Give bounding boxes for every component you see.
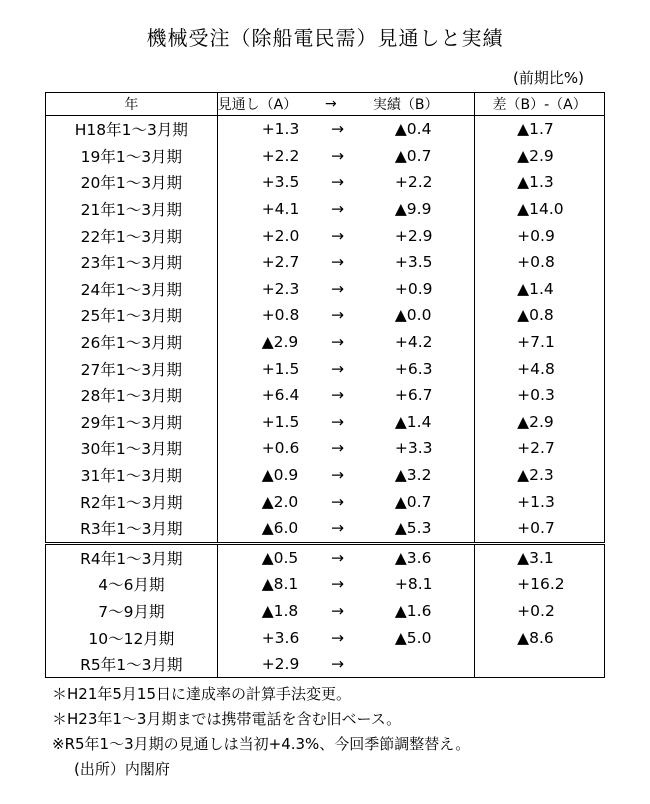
arrow-cell: → [331, 120, 345, 139]
table-row [46, 598, 605, 625]
note-2: ＊H23年1～3月期までは携帯電話を含む旧ベース。 [52, 710, 402, 728]
table-row [46, 222, 605, 249]
header-actual: 実績（B） [373, 93, 475, 116]
period-cell: 24年1～3月期 [46, 276, 218, 303]
forecast-cell: +1.3 [261, 120, 300, 139]
actual-cell: ▲5.3 [373, 515, 475, 543]
period-cell: R2年1～3月期 [46, 488, 218, 515]
arrow-cell: → [331, 519, 345, 538]
period-cell: 29年1～3月期 [46, 409, 218, 436]
difference-cell: +7.1 [517, 333, 555, 352]
period-cell: 21年1～3月期 [46, 196, 218, 223]
table-row [46, 515, 605, 543]
period-cell: 20年1～3月期 [46, 169, 218, 196]
arrow-cell: → [331, 226, 345, 245]
table-row [46, 409, 605, 436]
table-body [46, 116, 605, 678]
actual-cell: +2.2 [373, 169, 475, 196]
table-row [46, 571, 605, 598]
period-cell: 4～6月期 [46, 571, 218, 598]
period-cell: R3年1～3月期 [46, 515, 218, 543]
header-arrow: → [325, 93, 373, 116]
actual-cell: +0.9 [373, 276, 475, 303]
forecast-cell: +0.6 [261, 439, 300, 458]
arrow-cell: → [331, 279, 345, 298]
difference-cell: +16.2 [517, 575, 565, 594]
arrow-cell: → [331, 575, 345, 594]
period-cell: 25年1～3月期 [46, 302, 218, 329]
notes [52, 682, 470, 782]
forecast-cell: ▲0.9 [261, 466, 299, 485]
actual-cell: ▲0.7 [373, 488, 475, 515]
arrow-cell: → [331, 628, 345, 647]
table-row [46, 302, 605, 329]
table-row [46, 169, 605, 196]
arrow-cell: → [331, 253, 345, 272]
page-title: 機械受注（除船電民需）見通しと実績 [146, 26, 504, 50]
difference-cell: ▲1.4 [517, 279, 554, 298]
difference-cell: +1.3 [517, 492, 555, 511]
forecast-cell: +3.5 [261, 173, 300, 192]
period-cell: R4年1～3月期 [46, 543, 218, 571]
forecast-cell: +4.1 [261, 200, 300, 219]
actual-cell [373, 651, 475, 678]
actual-cell: ▲0.0 [373, 302, 475, 329]
table-row [46, 435, 605, 462]
forecast-cell: +0.8 [261, 306, 300, 325]
actual-cell: ▲1.4 [373, 409, 475, 436]
table-row [46, 276, 605, 303]
arrow-cell: → [331, 173, 345, 192]
forecast-cell: +2.7 [261, 253, 300, 272]
period-cell: 28年1～3月期 [46, 382, 218, 409]
table-row [46, 116, 605, 143]
difference-cell: ▲1.3 [517, 173, 554, 192]
arrow-cell: → [331, 601, 345, 620]
header-row [46, 93, 605, 116]
arrow-cell: → [331, 466, 345, 485]
period-cell: 7～9月期 [46, 598, 218, 625]
header-forecast: 見通し（A） [217, 93, 325, 116]
arrow-cell: → [331, 306, 345, 325]
period-cell: 31年1～3月期 [46, 462, 218, 489]
arrow-cell: → [331, 333, 345, 352]
period-cell: R5年1～3月期 [46, 651, 218, 678]
table-row [46, 543, 605, 571]
actual-cell: +6.3 [373, 355, 475, 382]
forecast-cell: +2.0 [261, 226, 300, 245]
arrow-cell: → [331, 492, 345, 511]
forecast-table [45, 92, 605, 678]
arrow-cell: → [331, 439, 345, 458]
forecast-cell: ▲8.1 [261, 575, 299, 594]
actual-cell: ▲3.2 [373, 462, 475, 489]
difference-cell [475, 651, 605, 678]
table-row [46, 488, 605, 515]
header-year: 年 [46, 93, 218, 116]
forecast-cell: +1.5 [261, 412, 300, 431]
forecast-cell: ▲2.9 [261, 333, 299, 352]
actual-cell: ▲3.6 [373, 543, 475, 571]
difference-cell: ▲14.0 [517, 200, 564, 219]
forecast-cell: +2.2 [261, 146, 300, 165]
table-row [46, 196, 605, 223]
forecast-cell: ▲0.5 [217, 543, 325, 571]
note-1: ＊H21年5月15日に達成率の計算手法変更。 [52, 685, 351, 703]
forecast-cell: ▲1.8 [261, 601, 299, 620]
difference-cell: ▲0.8 [517, 306, 554, 325]
forecast-cell: +2.3 [261, 279, 300, 298]
difference-cell: +0.3 [517, 386, 555, 405]
difference-cell: ▲8.6 [517, 628, 554, 647]
actual-cell: ▲1.6 [373, 598, 475, 625]
difference-cell: +2.7 [517, 439, 555, 458]
forecast-cell: +2.9 [261, 655, 300, 674]
period-cell: 26年1～3月期 [46, 329, 218, 356]
forecast-cell: +6.4 [261, 386, 300, 405]
arrow-cell: → [331, 655, 345, 674]
forecast-cell: +3.6 [261, 628, 300, 647]
actual-cell: +8.1 [373, 571, 475, 598]
difference-cell: ▲1.7 [517, 120, 554, 139]
unit-label: (前期比%) [513, 69, 584, 87]
difference-cell: +0.8 [517, 253, 555, 272]
arrow-cell: → [331, 386, 345, 405]
period-cell: 27年1～3月期 [46, 355, 218, 382]
period-cell: 10～12月期 [46, 624, 218, 651]
actual-cell: +3.5 [373, 249, 475, 276]
forecast-cell: ▲6.0 [261, 519, 299, 538]
difference-cell: ▲2.9 [517, 412, 554, 431]
table-row [46, 651, 605, 678]
actual-cell: +2.9 [373, 222, 475, 249]
actual-cell: ▲0.4 [373, 116, 475, 143]
difference-cell: +0.9 [517, 226, 555, 245]
difference-cell: +4.8 [517, 359, 555, 378]
table-row [46, 329, 605, 356]
note-3: ※R5年1～3月期の見通しは当初+4.3%、今回季節調整替え。 [52, 735, 471, 753]
period-cell: 22年1～3月期 [46, 222, 218, 249]
actual-cell: ▲9.9 [373, 196, 475, 223]
period-cell: 30年1～3月期 [46, 435, 218, 462]
period-cell: H18年1～3月期 [46, 116, 218, 143]
actual-cell: +3.3 [373, 435, 475, 462]
period-cell: 19年1～3月期 [46, 143, 218, 170]
table-row [46, 624, 605, 651]
actual-cell: ▲5.0 [373, 624, 475, 651]
source-note: (出所）内閣府 [74, 760, 170, 778]
arrow-cell: → [325, 543, 373, 571]
difference-cell: +0.7 [517, 519, 555, 538]
arrow-cell: → [331, 200, 345, 219]
arrow-cell: → [331, 412, 345, 431]
forecast-cell: +1.5 [261, 359, 300, 378]
header-difference: 差（B）-（A） [475, 93, 605, 116]
actual-cell: +6.7 [373, 382, 475, 409]
table-row [46, 355, 605, 382]
difference-cell: ▲2.9 [517, 146, 554, 165]
difference-cell: +0.2 [517, 601, 555, 620]
difference-cell: ▲2.3 [517, 466, 554, 485]
table-row [46, 382, 605, 409]
arrow-cell: → [331, 359, 345, 378]
arrow-cell: → [331, 146, 345, 165]
table-row [46, 249, 605, 276]
actual-cell: ▲0.7 [373, 143, 475, 170]
difference-cell: ▲3.1 [475, 543, 605, 571]
actual-cell: +4.2 [373, 329, 475, 356]
table-row [46, 462, 605, 489]
forecast-cell: ▲2.0 [261, 492, 299, 511]
period-cell: 23年1～3月期 [46, 249, 218, 276]
table-row [46, 143, 605, 170]
